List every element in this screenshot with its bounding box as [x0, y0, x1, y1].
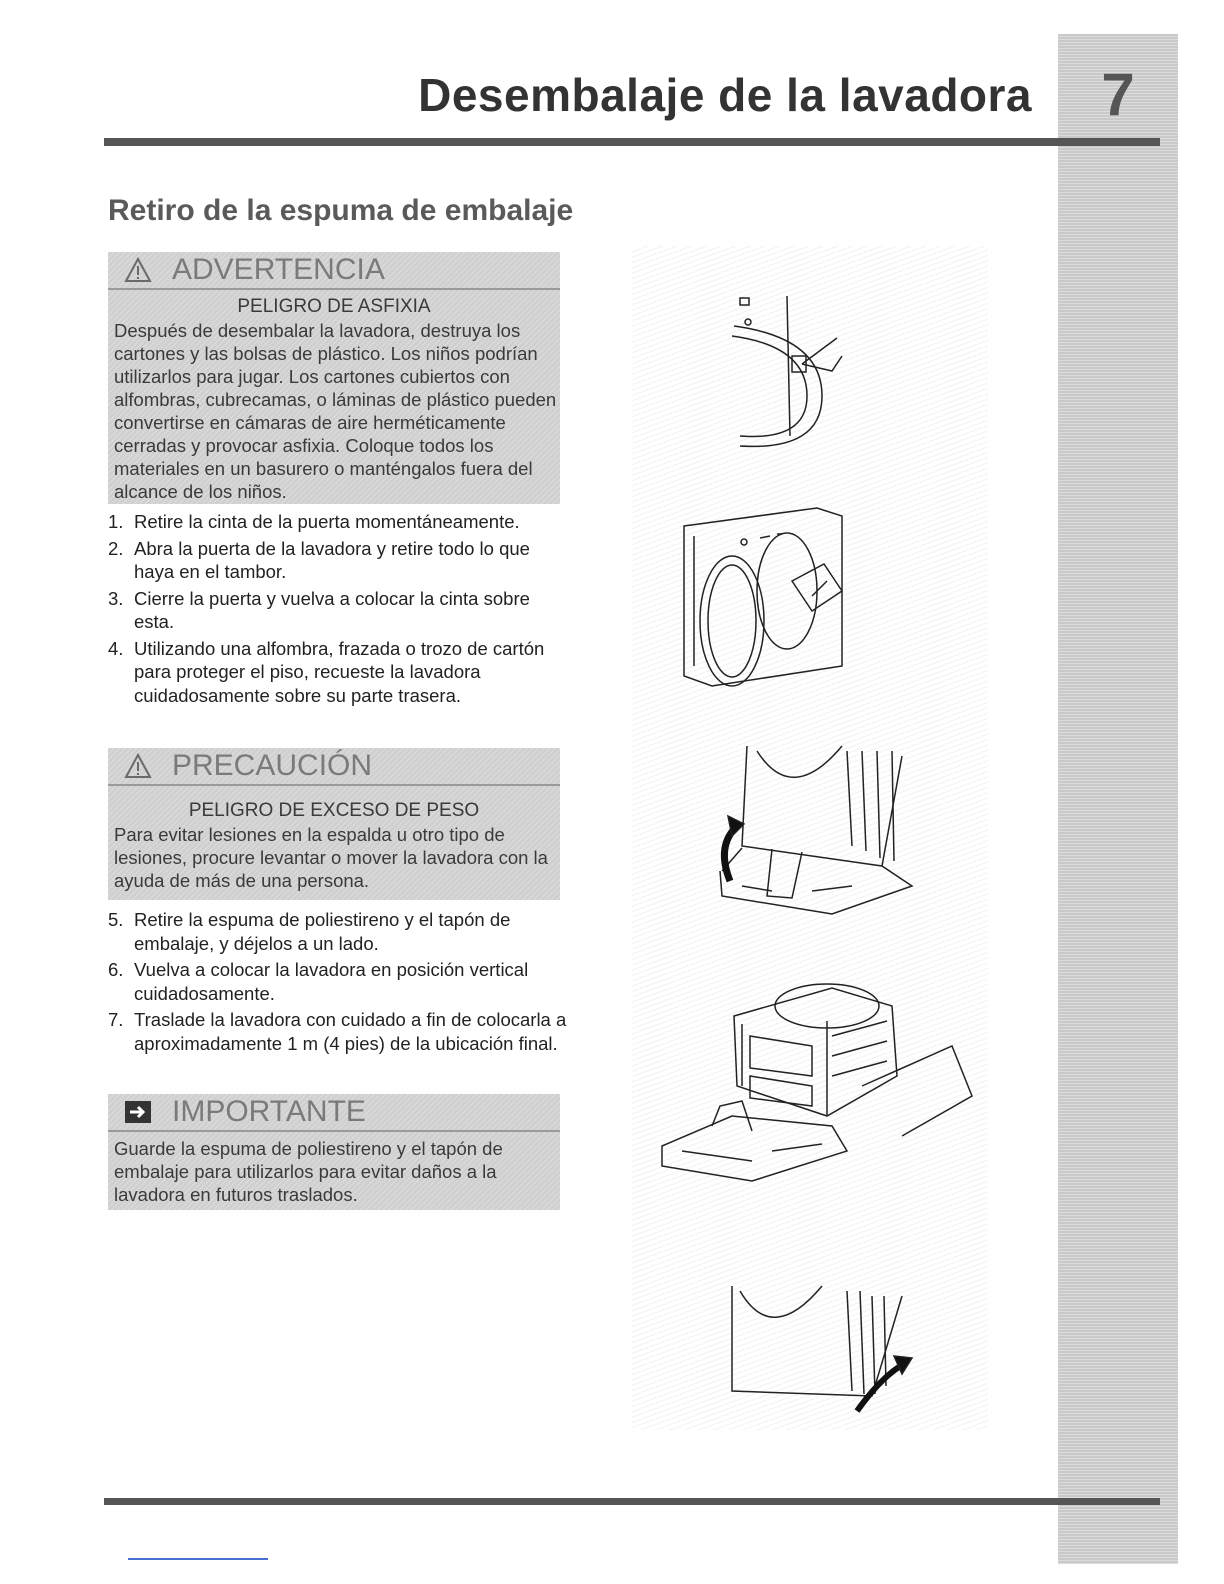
- list-item: 3. Cierre la puerta y vuelva a colocar la cinta sobre esta.: [108, 587, 530, 632]
- tilt-back-illustration: [720, 746, 912, 914]
- important-header: [108, 1094, 560, 1132]
- warning-label: ADVERTENCIA: [172, 253, 385, 286]
- caution-body: Para evitar lesiones en la espalda u otro tipo de lesiones, procure levantar o mover la lavadora con la ayuda de más de una persona.: [114, 824, 548, 891]
- caution-header: [108, 748, 560, 786]
- section-title: Retiro de la espuma de embalaje: [108, 194, 574, 227]
- warning-body: Después de desembalar la lavadora, destruya los cartones y las bolsas de plástico. Los niños podrían utilizarlos para jugar. Los cartones cubiertos con alfombras, cubrecamas, o láminas de plástico pueden convertirse en cámaras de aire herméticamente cerradas y provocar asfixia. Coloque todos los materiales en un basurero o manténgalos fuera del alcance de los niños.: [114, 320, 557, 502]
- important-box: [108, 1094, 560, 1210]
- list-item: 4. Utilizando una alfombra, frazada o trozo de cartón para proteger el piso, recueste la lavadora cuidadosamente sobre su parte trasera.: [108, 637, 545, 706]
- caution-label: PRECAUCIÓN: [172, 749, 373, 782]
- remove-foam-illustration: [662, 984, 972, 1181]
- caution-subtitle: PELIGRO DE EXCESO DE PESO: [188, 800, 480, 821]
- warning-header: [108, 252, 560, 290]
- list-item: 5. Retire la espuma de poliestireno y el tapón de embalaje, y déjelos a un lado.: [108, 909, 511, 954]
- list-item: 6. Vuelva a colocar la lavadora en posición vertical cuidadosamente.: [108, 959, 529, 1004]
- list-item: 7. Traslade la lavadora con cuidado a fin de colocarla a aproximadamente 1 m (4 pies) de la ubicación final.: [108, 1009, 567, 1054]
- important-label: IMPORTANTE: [172, 1095, 366, 1128]
- header-rule: [104, 138, 1160, 146]
- washer-illustrations: [632, 246, 988, 1430]
- footer-link-line: [128, 1558, 268, 1560]
- caution-box: [108, 748, 560, 900]
- warning-box: [108, 252, 560, 504]
- footer-rule: [104, 1498, 1160, 1505]
- illustration-panel: [632, 246, 988, 1430]
- list-item: 1. Retire la cinta de la puerta momentáneamente.: [108, 511, 520, 532]
- open-door-illustration: [684, 508, 842, 686]
- door-tape-illustration: [732, 296, 842, 446]
- chapter-number: 7: [1101, 61, 1135, 128]
- steps-list-a: [108, 510, 568, 710]
- warning-subtitle: PELIGRO DE ASFIXIA: [237, 296, 431, 317]
- warning-triangle-icon: [124, 752, 152, 780]
- important-body: Guarde la espuma de poliestireno y el tapón de embalaje para utilizarlos para evitar daños a la lavadora en futuros traslados.: [114, 1138, 503, 1205]
- page-title: Desembalaje de la lavadora: [418, 69, 1032, 121]
- warning-triangle-icon: [124, 256, 152, 284]
- chapter-tab: [1058, 34, 1178, 1564]
- steps-list-b: [108, 908, 568, 1058]
- arrow-box-icon: [124, 1098, 152, 1126]
- list-item: 2. Abra la puerta de la lavadora y retire todo lo que haya en el tambor.: [108, 537, 530, 582]
- upright-illustration: [732, 1286, 912, 1411]
